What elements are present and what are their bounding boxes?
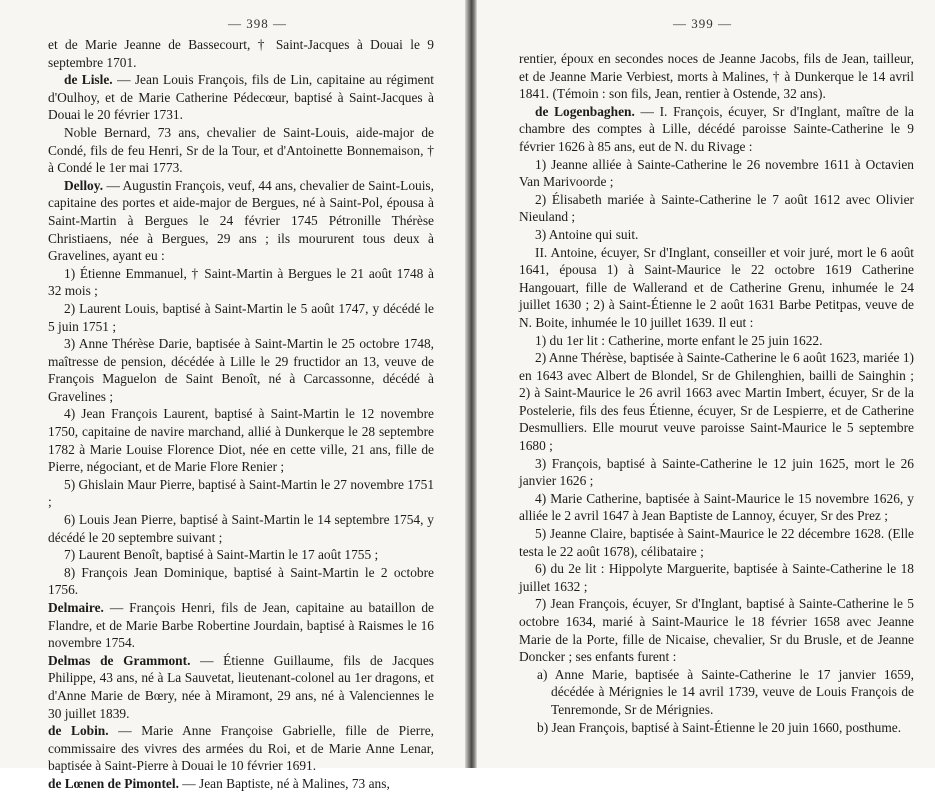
paragraph <box>48 564 434 599</box>
book-gutter <box>465 0 477 768</box>
paragraph-text: 4) Jean François Laurent, baptisé à Saint-Martin le 12 novembre 1750, capitaine de navire marchand, allié à Dunkerque le 28 septembre 1782 à Marie Louise Florence Diot, née en cette ville, 21 ans, fille de Pierre, négociant, et de Marie Flore Renier ; <box>48 406 434 475</box>
paragraph-text: 7) Jean François, écuyer, Sr d'Inglant, baptisé à Sainte-Catherine le 5 octobre 1634, marié à Saint-Maurice le 18 février 1658 avec Jeanne Marie de la Porte, fille de Nicaise, chevalier, Sr du Brusle, et de Jeanne Doncker ; ses enfants furent : <box>519 596 914 665</box>
paragraph-text: — Augustin François, veuf, 44 ans, chevalier de Saint-Louis, capitaine des portes et aide-major de Bergues, né à Saint-Pol, épousa à Saint-Martin à Bergues le 24 février 1745 Pétronille Thérèse Christiaens, née à Bergues, 29 ans ; ils moururent tous deux à Gravelines, ayant eu : <box>48 177 434 264</box>
paragraph-text: 3) Antoine qui suit. <box>535 226 639 242</box>
paragraph <box>48 124 434 177</box>
paragraph-text: 2) Laurent Louis, baptisé à Saint-Martin le 5 août 1747, y décédé le 5 juin 1751 ; <box>48 300 434 334</box>
paragraph-text: 1) Étienne Emmanuel, † Saint-Martin à Bergues le 21 août 1748 à 32 mois ; <box>48 265 434 299</box>
paragraph <box>519 226 914 244</box>
paragraph <box>48 652 434 722</box>
paragraph <box>519 560 914 595</box>
left-page <box>0 0 465 791</box>
paragraph-text: 8) François Jean Dominique, baptisé à Saint-Martin le 2 octobre 1756. <box>48 564 434 598</box>
paragraph <box>48 177 434 265</box>
paragraph-text: II. Antoine, écuyer, Sr d'Inglant, conseiller et voir juré, mort le 6 août 1641, épousa 1) à Saint-Maurice le 22 octobre 1619 Catherine Hangouart, fille de Wallerand et de Catherine Grenu, inhumée le 24 juillet 1630 ; 2) à Saint-Étienne le 2 août 1631 Barbe Petitpas, veuve de N. Boite, inhumée le 10 juillet 1639. Il eut : <box>519 244 914 330</box>
paragraph <box>519 595 914 665</box>
paragraph-text: 5) Jeanne Claire, baptisée à Saint-Maurice le 22 décembre 1628. (Elle testa le 22 août 1678), célibataire ; <box>519 526 914 559</box>
paragraph <box>48 335 434 405</box>
entry-name: de Lobin. <box>48 723 109 739</box>
paragraph <box>519 525 914 560</box>
paragraph <box>519 490 914 525</box>
entry-name: de Lisle. <box>64 72 113 88</box>
paragraph <box>519 666 914 719</box>
entry-name: de Logenbaghen. <box>535 103 635 119</box>
paragraph <box>48 476 434 511</box>
paragraph-text: 2) Anne Thérèse, baptisée à Sainte-Catherine le 6 août 1623, mariée 1) en 1643 avec Albert de Blondel, Sr de Ghilenghien, bailli de Sainghin ; 2) à Saint-Maurice le 26 avril 1663 avec Martin Imbert, écuyer, Sr de la Postelerie, fils des feus Étienne, écuyer, Sr de Lespierre, et de Catherine Desmulliers. Elle mourut veuve paroisse Saint-Maurice le 5 septembre 1680 ; <box>519 350 914 454</box>
paragraph-text: 3) Anne Thérèse Darie, baptisée à Saint-Martin le 25 octobre 1748, maîtresse de pension, décédée à Lille le 29 fructidor an 13, veuve de François Maguelon de Saint Benoît, né à Carcassonne, décédé à Gravelines ; <box>48 336 434 404</box>
paragraph-text: 6) du 2e lit : Hippolyte Marguerite, baptisée à Sainte-Catherine le 18 juillet 1632 ; <box>519 561 914 594</box>
paragraph-text: 2) Élisabeth mariée à Sainte-Catherine le 7 août 1612 avec Olivier Nieuland ; <box>519 191 914 225</box>
entry-name: de Lœnen de Pimontel. <box>48 775 179 791</box>
paragraph <box>519 244 914 332</box>
paragraph <box>519 191 914 226</box>
paragraph <box>519 719 914 737</box>
paragraph-text: b) Jean François, baptisé à Saint-Étienne le 20 juin 1660, posthume. <box>537 719 902 735</box>
paragraph <box>48 546 434 564</box>
paragraph-text: rentier, époux en secondes noces de Jeanne Jacobs, fils de Jean, tailleur, et de Jeanne Marie Verbiest, morts à Malines, † à Dunkerque le 14 avril 1841. (Témoin : son fils, Jean, rentier à Ostende, 32 ans). <box>519 51 914 102</box>
paragraph <box>519 332 914 350</box>
paragraph-text: 3) François, baptisé à Sainte-Catherine le 12 juin 1625, mort le 26 janvier 1626 ; <box>519 455 914 489</box>
paragraph-text: 6) Louis Jean Pierre, baptisé à Saint-Martin le 14 septembre 1754, y décédé le 20 septembre suivant ; <box>48 512 434 545</box>
paragraph <box>48 722 434 775</box>
right-page <box>477 0 935 768</box>
page-number: — 398 — <box>228 16 287 31</box>
paragraph-text: 1) du 1er lit : Catherine, morte enfant le 25 juin 1622. <box>535 332 823 348</box>
paragraph-text: — Étienne Guillaume, fils de Jacques Philippe, 43 ans, né à La Sauvetat, lieutenant-colonel au 1er dragons, et d'Anne Marie de Bœry, née à Miramont, 29 ans, né à Valenciennes le 30 juillet 1839. <box>48 652 434 721</box>
entry-name: Delmas de Grammont. <box>48 652 191 668</box>
paragraph <box>519 156 914 191</box>
page-text <box>48 36 434 793</box>
paragraph-text: — Marie Anne Françoise Gabrielle, fille de Pierre, commissaire des vivres des armées du Roi, et de Marie Anne Lenar, baptisée à Saint-Pierre à Douai le 10 février 1691. <box>48 723 435 774</box>
paragraph-text: 1) Jeanne alliée à Sainte-Catherine le 26 novembre 1611 à Octavien Van Marivoorde ; <box>519 156 914 190</box>
paragraph-text: 7) Laurent Benoît, baptisé à Saint-Martin le 17 août 1755 ; <box>64 547 379 563</box>
paragraph <box>48 405 434 475</box>
page-text <box>519 50 914 736</box>
paragraph-text: — Jean Baptiste, né à Malines, 73 ans, <box>178 775 390 791</box>
paragraph-text: a) Anne Marie, baptisée à Sainte-Catherine le 17 janvier 1659, décédée à Mérignies le 14 avril 1739, veuve de Louis François de Tenremonde, Sr de Mérignies. <box>537 666 914 717</box>
paragraph <box>48 300 434 335</box>
paragraph <box>48 511 434 546</box>
entry-name: Delloy. <box>64 177 104 193</box>
paragraph <box>519 349 914 455</box>
paragraph <box>519 455 914 490</box>
paragraph-text: — François Henri, fils de Jean, capitaine au bataillon de Flandre, et de Marie Barbe Robertine Jourdain, baptisé à Raismes le 16 novembre 1754. <box>48 600 434 651</box>
entry-name: Delmaire. <box>48 600 104 615</box>
paragraph <box>519 103 914 156</box>
paragraph-text: 5) Ghislain Maur Pierre, baptisé à Saint-Martin le 27 novembre 1751 ; <box>48 476 435 510</box>
paragraph <box>519 50 914 103</box>
paragraph-text: 4) Marie Catherine, baptisée à Saint-Maurice le 15 novembre 1626, y alliée le 2 avril 1647 à Jean Baptiste de Lannoy, écuyer, Sr des Prez ; <box>519 490 914 524</box>
paragraph-text: — I. François, écuyer, Sr d'Inglant, maître de la chambre des comptes à Lille, décédé paroisse Sainte-Catherine le 9 février 1626 à 85 ans, eut de N. du Rivage : <box>519 103 914 154</box>
paragraph <box>48 599 434 652</box>
paragraph-text: — Jean Louis François, fils de Lin, capitaine au régiment d'Oulhoy, et de Marie Catherine Pédecœur, baptisé à Saint-Jacques à Douai le 20 février 1731. <box>48 72 435 123</box>
paragraph <box>48 265 434 300</box>
paragraph-text: et de Marie Jeanne de Bassecourt, † Saint-Jacques à Douai le 9 septembre 1701. <box>48 37 434 70</box>
page-number: — 399 — <box>673 16 732 31</box>
paragraph <box>48 775 434 793</box>
paragraph <box>48 36 434 71</box>
paragraph-text: Noble Bernard, 73 ans, chevalier de Saint-Louis, aide-major de Condé, fils de feu Henri, Sr de la Tour, et d'Antoinette Bonnemaison, † à Condé le 1er mai 1773. <box>48 124 434 176</box>
paragraph <box>48 71 434 124</box>
